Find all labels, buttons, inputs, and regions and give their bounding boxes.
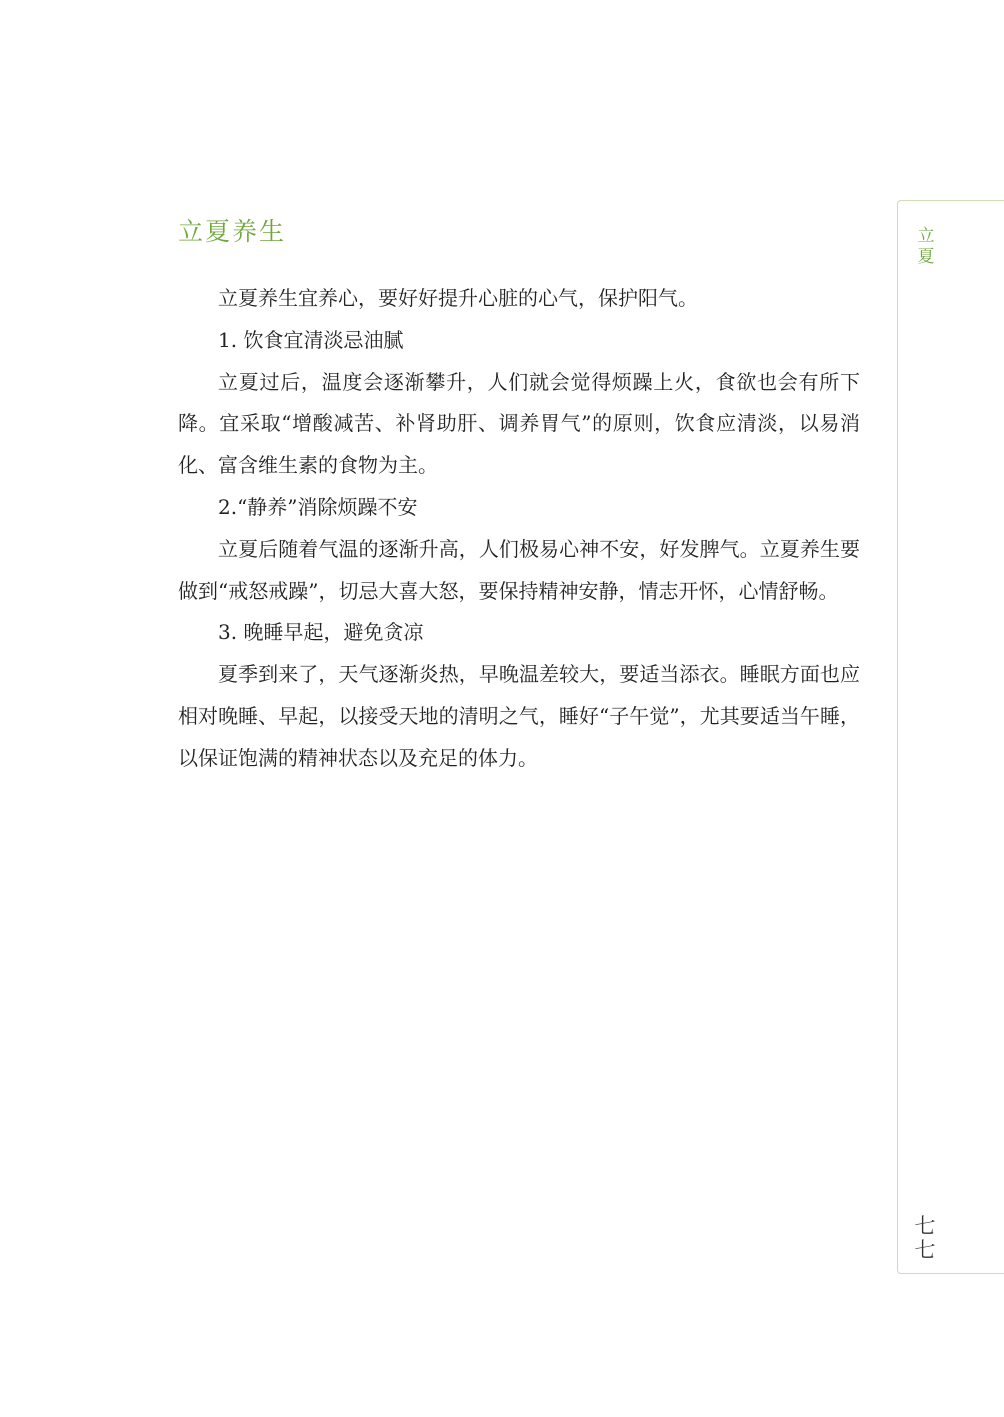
subheading-calm: 2.“静养”消除烦躁不安 bbox=[218, 494, 418, 519]
subheading-sleep: 3. 晚睡早起，避免贪凉 bbox=[218, 620, 424, 645]
paragraph-calm: 立夏后随着气温的逐渐升高，人们极易心神不安，好发脾气。立夏养生要做到“戒怒戒躁”，切忌大喜大怒，要保持精神安静，情志开怀，心情舒畅。 bbox=[178, 536, 860, 603]
side-tab-label: 立夏 bbox=[917, 226, 935, 267]
section-title: 立夏养生 bbox=[178, 217, 287, 246]
side-tab-frame bbox=[897, 200, 1004, 1274]
intro-paragraph: 立夏养生宜养心，要好好提升心脏的心气，保护阳气。 bbox=[218, 286, 698, 310]
paragraph-diet: 立夏过后，温度会逐渐攀升，人们就会觉得烦躁上火，食欲也会有所下降。宜采取“增酸减苦、补肾助肝、调养胃气”的原则，饮食应清淡，以易消化、富含维生素的食物为主。 bbox=[178, 369, 860, 478]
article-body bbox=[178, 278, 860, 780]
subheading-diet: 1. 饮食宜清淡忌油腻 bbox=[218, 327, 404, 352]
paragraph-sleep: 夏季到来了，天气逐渐炎热，早晚温差较大，要适当添衣。睡眠方面也应相对晚睡、早起，以接受天地的清明之气，睡好“子午觉”，尤其要适当午睡，以保证饱满的精神状态以及充足的体力。 bbox=[178, 662, 860, 770]
page-number: 七七 bbox=[914, 1214, 936, 1262]
